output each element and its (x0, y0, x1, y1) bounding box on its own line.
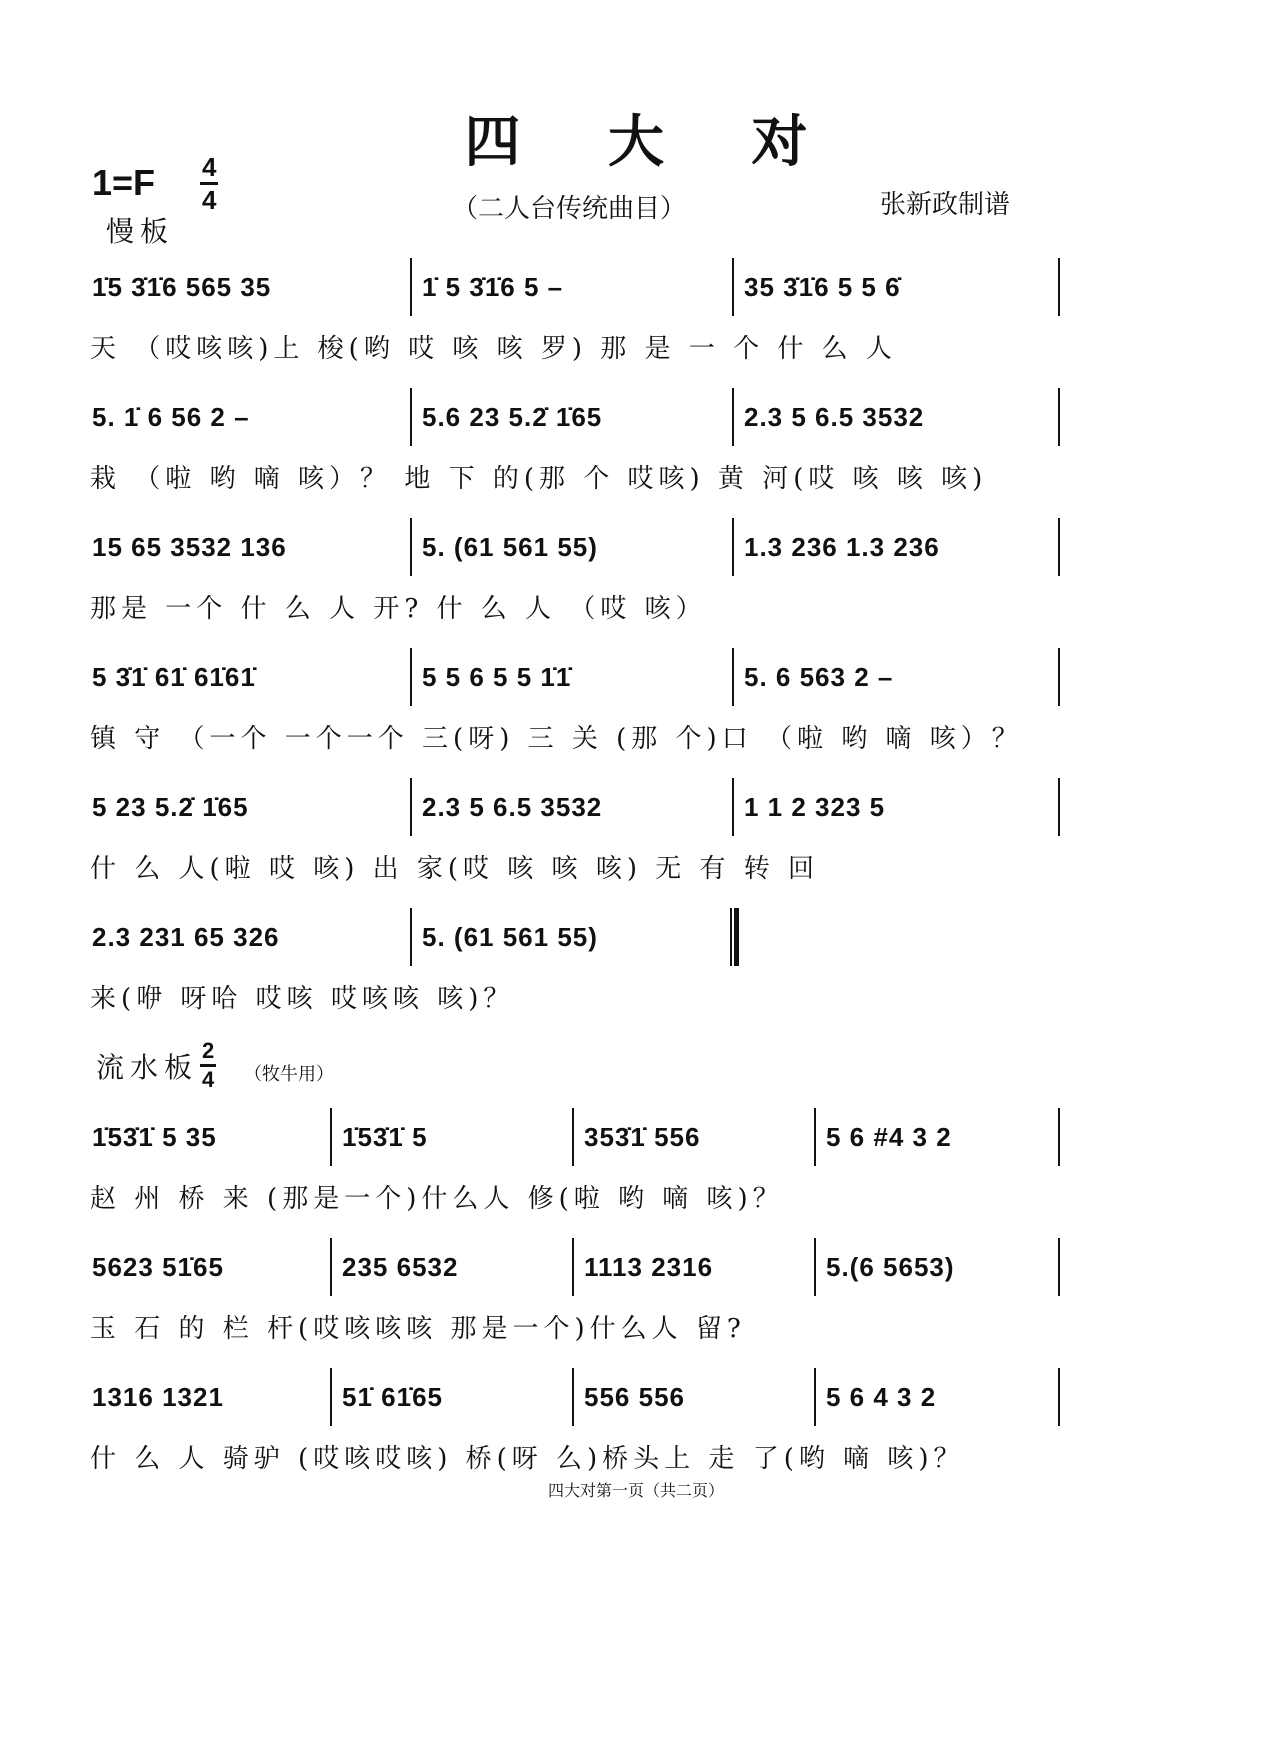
measure: 5. 1̇ 6 56 2 – (92, 402, 250, 432)
section-time-numerator: 2 (200, 1040, 216, 1067)
barline (1058, 1368, 1060, 1426)
measure: 556 556 (584, 1382, 685, 1412)
measure: 5 23 5.2̇ 1̇65 (92, 792, 249, 822)
barline (814, 1238, 816, 1296)
page-footer: 四大对第一页（共二页） (547, 1481, 724, 1500)
barline (572, 1238, 574, 1296)
music-line-4 (92, 648, 1062, 708)
barline (330, 1368, 332, 1426)
music-line-2 (92, 388, 1062, 448)
subtitle: （二人台传统曲目） (452, 194, 687, 224)
measure: 1̇53̇1̇ 5 35 (92, 1122, 217, 1152)
barline (732, 258, 734, 316)
measure: 5 3̇1̇ 61̇ 61̇61̇ (92, 662, 256, 692)
music-line-7 (92, 1108, 1062, 1168)
lyric-line-2: 栽 （啦 哟 嘀 咳）？ 地 下 的(那 个 哎咳) 黄 河(哎 咳 咳 咳) (90, 464, 988, 494)
music-line-6 (92, 908, 1062, 968)
barline (410, 518, 412, 576)
barline (410, 908, 412, 966)
measure: 1̇53̇1̇ 5 (342, 1122, 428, 1152)
barline (814, 1368, 816, 1426)
measure: 1 1 2 323 5 (744, 792, 886, 822)
measure: 1.3 236 1.3 236 (744, 532, 940, 562)
lyric-line-4: 镇 守 （一个 一个一个 三(呀) 三 关 (那 个)口 （啦 哟 嘀 咳）？ (90, 724, 1023, 754)
music-line-9 (92, 1368, 1062, 1428)
barline (330, 1108, 332, 1166)
lyric-line-7: 赵 州 桥 来 (那是一个)什么人 修(啦 哟 嘀 咳)？ (90, 1184, 784, 1214)
barline (1058, 778, 1060, 836)
tempo-marking: 慢板 (106, 215, 175, 248)
page-title: 四 大 对 (464, 109, 842, 175)
measure: 51̇ 61̇65 (342, 1382, 443, 1412)
measure: 235 6532 (342, 1252, 459, 1282)
measure: 1316 1321 (92, 1382, 224, 1412)
measure: 5. (61 561 55) (422, 532, 598, 562)
measure: 5. (61 561 55) (422, 922, 598, 952)
section-time-signature (200, 1040, 216, 1091)
measure: 1̇5 3̇1̇6 565 35 (92, 272, 272, 302)
barline (732, 388, 734, 446)
lyric-line-3: 那是 一个 什 么 人 开? 什 么 人 （哎 咳） (90, 594, 707, 624)
measure: 1113 2316 (584, 1252, 714, 1282)
lyric-line-5: 什 么 人(啦 哎 咳) 出 家(哎 咳 咳 咳) 无 有 转 回 (90, 854, 820, 884)
lyric-line-9: 什 么 人 骑驴 (哎咳哎咳) 桥(呀 么)桥头上 走 了(哟 嘀 咳)？ (90, 1444, 965, 1474)
measure: 5.6 23 5.2̇ 1̇65 (422, 402, 603, 432)
barline (410, 258, 412, 316)
barline (410, 778, 412, 836)
key-signature: 1=F (92, 162, 156, 203)
barline (1058, 1108, 1060, 1166)
measure: 5. 6 563 2 – (744, 662, 894, 692)
author: 张新政制谱 (880, 190, 1011, 220)
lyric-line-1: 天 （哎咳咳)上 梭(哟 哎 咳 咳 罗) 那 是 一 个 什 么 人 (90, 334, 897, 364)
time-signature-denominator: 4 (202, 185, 217, 215)
final-double-barline (730, 908, 739, 966)
barline (410, 388, 412, 446)
measure: 5 5 6 5 5 1̇1̇ (422, 662, 572, 692)
barline (572, 1108, 574, 1166)
barline (410, 648, 412, 706)
section-note: （牧牛用） (244, 1064, 334, 1085)
measure: 5 6 4 3 2 (826, 1382, 937, 1412)
barline (330, 1238, 332, 1296)
barline (1058, 1238, 1060, 1296)
measure: 2.3 5 6.5 3532 (744, 402, 925, 432)
measure: 2.3 231 65 326 (92, 922, 280, 952)
barline (814, 1108, 816, 1166)
barline (732, 778, 734, 836)
measure: 2.3 5 6.5 3532 (422, 792, 603, 822)
section-time-denominator: 4 (202, 1067, 215, 1092)
barline (572, 1368, 574, 1426)
measure: 15 65 3532 136 (92, 532, 287, 562)
measure: 1̇ 5 3̇1̇6 5 – (422, 272, 564, 302)
barline (732, 518, 734, 576)
section-tempo-marking: 流水板 (96, 1051, 199, 1084)
time-signature (200, 154, 218, 213)
barline (1058, 648, 1060, 706)
measure: 5 6 #4 3 2 (826, 1122, 952, 1152)
lyric-line-8: 玉 石 的 栏 杆(哎咳咳咳 那是一个)什么人 留? (90, 1314, 746, 1344)
measure: 353̇1̇ 556 (584, 1122, 701, 1152)
measure: 35 3̇1̇6 5 5 6̇ (744, 272, 901, 302)
measure: 5.(6 5653) (826, 1252, 955, 1282)
barline (1058, 388, 1060, 446)
barline (1058, 258, 1060, 316)
music-line-1 (92, 258, 1062, 318)
music-line-3 (92, 518, 1062, 578)
music-line-8 (92, 1238, 1062, 1298)
time-signature-numerator: 4 (200, 154, 218, 185)
barline (1058, 518, 1060, 576)
measure: 5623 51̇65 (92, 1252, 224, 1282)
music-line-5 (92, 778, 1062, 838)
lyric-line-6: 来(咿 呀哈 哎咳 哎咳咳 咳)？ (90, 984, 515, 1014)
barline (732, 648, 734, 706)
